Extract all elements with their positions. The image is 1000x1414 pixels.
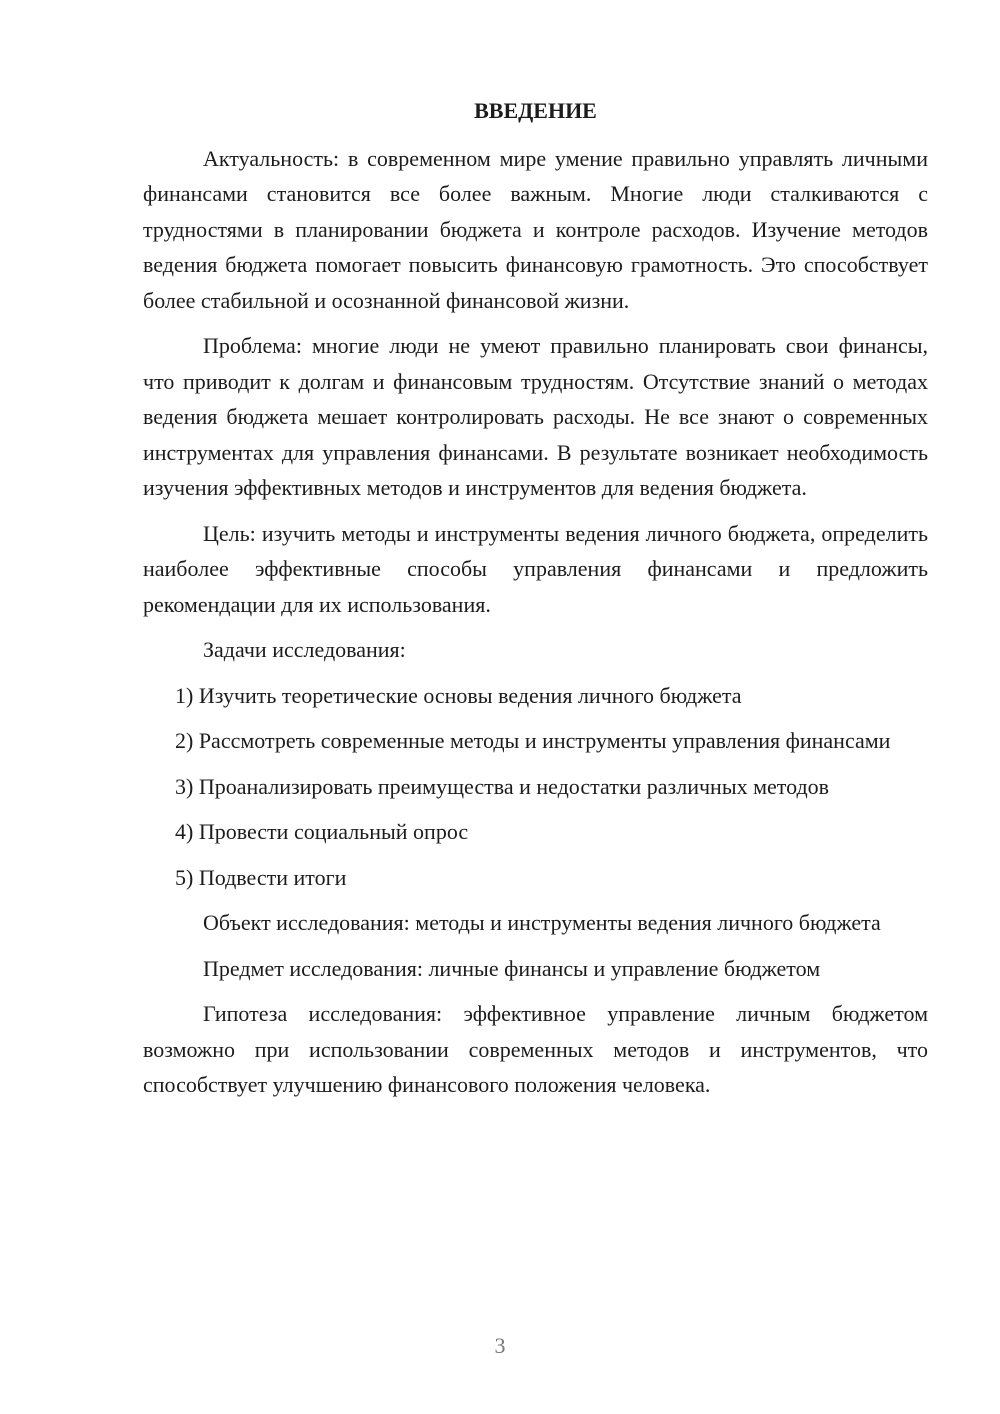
task-item-5: 5) Подвести итоги bbox=[175, 864, 347, 890]
task-item-4: 4) Провести социальный опрос bbox=[175, 819, 469, 844]
page-content bbox=[143, 93, 928, 1113]
paragraph-object: Объект исследования: методы и инструменты ведения личного бюджета bbox=[203, 910, 881, 935]
paragraph-problem: Проблема: многие люди не умеют правильно планировать свои финансы, что приводит к долгам и финансовым трудностям. Отсутствие знаний о методах ведения бюджета мешает контролировать расходы. Не все знают о современных инструментах для управления финансами. В результате возникает необходимость изучения эффективных методов и инструментов для ведения бюджета. bbox=[143, 333, 928, 500]
paragraph-hypothesis: Гипотеза исследования: эффективное управление личным бюджетом возможно при использовании современных методов и инструментов, что способствует улучшению финансового положения человека. bbox=[143, 1001, 928, 1097]
page-title: ВВЕДЕНИЕ bbox=[474, 98, 597, 123]
task-item-3: 3) Проанализировать преимущества и недостатки различных методов bbox=[175, 773, 830, 799]
task-item-2: 2) Рассмотреть современные методы и инструменты управления финансами bbox=[175, 728, 891, 753]
paragraph-subject: Предмет исследования: личные финансы и управление бюджетом bbox=[203, 955, 821, 981]
task-item-1: 1) Изучить теоретические основы ведения личного бюджета bbox=[175, 682, 742, 708]
tasks-heading: Задачи исследования: bbox=[203, 637, 406, 662]
paragraph-goal: Цель: изучить методы и инструменты ведения личного бюджета, определить наиболее эффективные способы управления финансами и предложить рекомендации для их использования. bbox=[143, 520, 928, 617]
paragraph-relevance: Актуальность: в современном мире умение правильно управлять личными финансами становится все более важным. Многие люди сталкиваются с трудностями в планировании бюджета и контроле расходов. Изучение методов ведения бюджета помогает повысить финансовую грамотность. Это способствует более стабильной и осознанной финансовой жизни. bbox=[143, 145, 928, 313]
page-number: 3 bbox=[494, 1333, 506, 1358]
